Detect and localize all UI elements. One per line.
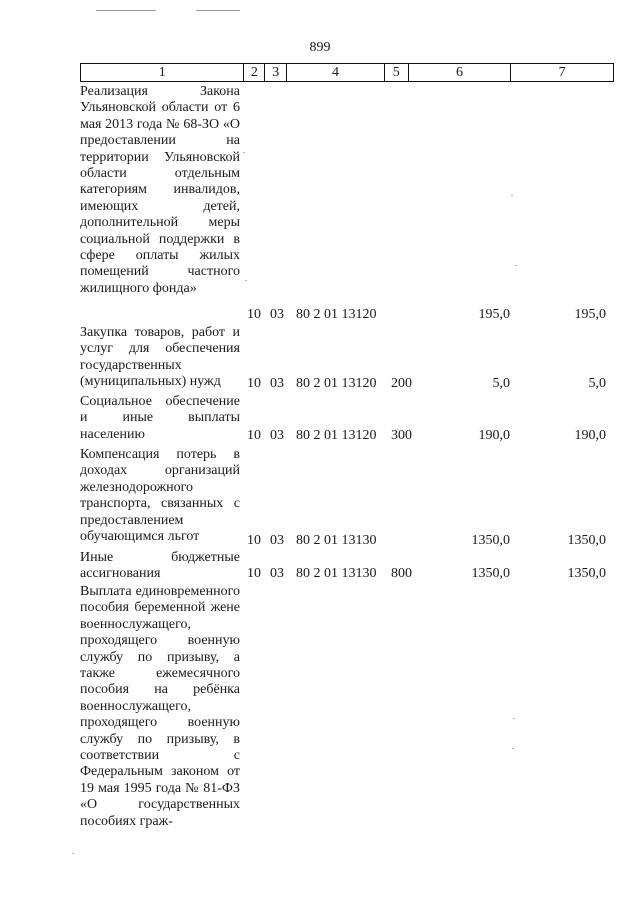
expense-type-code: 800 xyxy=(391,566,412,581)
header-col-5: 5 xyxy=(385,64,409,81)
section-code: 10 xyxy=(247,428,261,443)
table-row xyxy=(0,307,640,324)
section-code: 10 xyxy=(247,566,261,581)
section-code: 10 xyxy=(247,533,261,548)
amount-year-2: 190,0 xyxy=(574,428,606,443)
scan-artifact xyxy=(196,10,240,11)
page-number: 899 xyxy=(309,40,331,55)
expense-type-code: 300 xyxy=(391,428,412,443)
target-article-code: 80 2 01 13120 xyxy=(296,428,377,443)
subsection-code: 03 xyxy=(270,307,284,322)
section-code: 10 xyxy=(247,307,261,322)
table-row xyxy=(0,376,640,393)
header-col-2: 2 xyxy=(244,64,265,81)
table-row xyxy=(0,533,640,550)
target-article-code: 80 2 01 13130 xyxy=(296,533,377,548)
scan-artifact xyxy=(96,10,156,11)
row-description: Выплата единовременного пособия беременной жене военнослужащего, проходящего военную службу по призыву, а также ежемесячного пособия на ребёнка военнослужащего, проходящего военную службу по призыву, в соответствии с Федеральным законом от 19 мая 1995 года № 81-ФЗ «О государственных пособиях граж- xyxy=(80,584,240,829)
table-row xyxy=(0,428,640,445)
scan-speck xyxy=(243,152,245,153)
row-description: Закупка товаров, работ и услуг для обеспечения государственных (муниципальных) нужд xyxy=(80,325,240,390)
row-description: Социальное обеспечение и иные выплаты населению xyxy=(80,394,240,442)
scan-speck xyxy=(72,853,74,854)
amount-year-1: 195,0 xyxy=(478,307,510,322)
amount-year-2: 5,0 xyxy=(588,376,606,391)
table-header xyxy=(80,63,614,82)
amount-year-1: 5,0 xyxy=(492,376,510,391)
amount-year-2: 1350,0 xyxy=(567,566,606,581)
amount-year-1: 1350,0 xyxy=(471,566,510,581)
target-article-code: 80 2 01 13130 xyxy=(296,566,377,581)
subsection-code: 03 xyxy=(270,428,284,443)
header-col-1: 1 xyxy=(81,64,244,81)
header-col-6: 6 xyxy=(409,64,512,81)
row-description: Иные бюджетные ассигнования xyxy=(80,550,240,582)
header-col-3: 3 xyxy=(265,64,287,81)
scan-speck xyxy=(512,748,514,749)
scan-speck xyxy=(515,265,517,266)
subsection-code: 03 xyxy=(270,566,284,581)
header-col-4: 4 xyxy=(287,64,385,81)
expense-type-code: 200 xyxy=(391,376,412,391)
amount-year-1: 1350,0 xyxy=(471,533,510,548)
subsection-code: 03 xyxy=(270,533,284,548)
subsection-code: 03 xyxy=(270,376,284,391)
amount-year-1: 190,0 xyxy=(478,428,510,443)
target-article-code: 80 2 01 13120 xyxy=(296,376,377,391)
scan-speck xyxy=(245,280,247,281)
table-row xyxy=(0,566,640,583)
scan-speck xyxy=(511,195,513,196)
row-description: Компенсация потерь в доходах организаций железнодорожного транспорта, связанных с предоставлением обучающимся льгот xyxy=(80,447,240,545)
target-article-code: 80 2 01 13120 xyxy=(296,307,377,322)
row-description: Реализация Закона Ульяновской области от 6 мая 2013 года № 68-ЗО «О предоставлении на территории Ульяновской области отдельным категориям инвалидов, имеющих детей, дополнительной меры социальной поддержки в сфере оплаты жилых помещений частного жилищного фонда» xyxy=(80,84,240,296)
scan-speck xyxy=(513,718,515,719)
amount-year-2: 195,0 xyxy=(574,307,606,322)
section-code: 10 xyxy=(247,376,261,391)
amount-year-2: 1350,0 xyxy=(567,533,606,548)
header-col-7: 7 xyxy=(558,65,566,80)
